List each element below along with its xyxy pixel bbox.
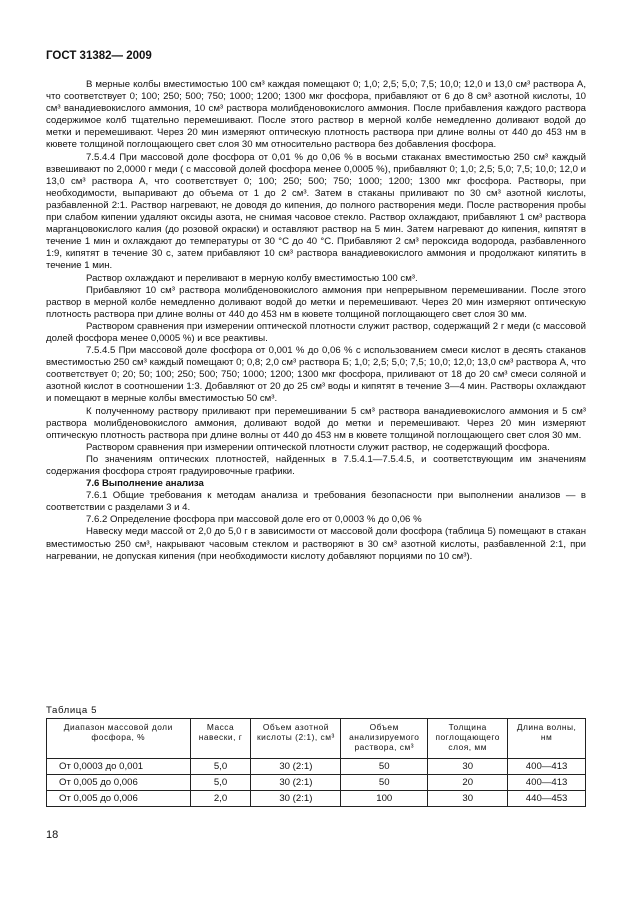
paragraph: Раствор охлаждают и переливают в мерную колбу вместимостью 100 см³. bbox=[86, 272, 418, 284]
table-row bbox=[47, 775, 586, 791]
header-wavelength: Длина волны, нм bbox=[508, 719, 586, 759]
header-acid-volume: Объем азотной кислоты (2:1), см³ bbox=[251, 719, 341, 759]
page-number: 18 bbox=[46, 829, 59, 841]
table-cell: 30 (2:1) bbox=[251, 791, 341, 807]
table-cell: 50 bbox=[341, 775, 428, 791]
header-layer-thickness: Толщина поглощающего слоя, мм bbox=[428, 719, 508, 759]
header-solution-volume: Объем анализируемого раствора, см³ bbox=[341, 719, 428, 759]
document-header: ГОСТ 31382— 2009 bbox=[46, 50, 152, 62]
paragraph: В мерные колбы вместимостью 100 см³ каждая помещают 0; 1,0; 2,5; 5,0; 7,5; 10,0; 12,0 и 13,0 см³ раствора А, что соответствует 0; 100; 250; 500; 750; 1000; 1200; 1300 мкг фосфора, прибавляют от 6 до 8 см³ азотной кислоты, 10 см³ ванадиевокислого аммония, 10 см³ раствора молибденовокислого аммония. После прибавления каждого раствора содержимое колб тщательно перемешивают. После этого раствор в мерной колбе немедленно доливают водой до метки и перемешивают. Через 20 мин измеряют оптическую плотность раствора при длине волны от 440 до 453 нм в кювете толщиной поглощающего свет слоя 30 мм относительно раствора без добавления фосфора. bbox=[46, 79, 586, 151]
table-cell: 5,0 bbox=[190, 759, 251, 775]
table-cell: 30 bbox=[428, 791, 508, 807]
paragraph: Прибавляют 10 см³ раствора молибденовокислого аммония при непрерывном перемешивании. После этого раствор в мерной колбе немедленно доливают водой до метки и перемешивают. Через 20 мин измеряют оптическую плотность раствора при длине волны от 440 до 453 нм в кювете толщиной поглощающего свет слоя 30 мм. bbox=[46, 284, 586, 320]
table-cell: От 0,005 до 0,006 bbox=[47, 791, 191, 807]
table-cell: 5,0 bbox=[190, 775, 251, 791]
table-cell: От 0,0003 до 0,001 bbox=[47, 759, 191, 775]
table-caption: Таблица 5 bbox=[46, 705, 98, 716]
section-heading: 7.6 Выполнение анализа bbox=[86, 478, 204, 490]
table-cell: 100 bbox=[341, 791, 428, 807]
table-cell: 400—413 bbox=[508, 775, 586, 791]
paragraph: Раствором сравнения при измерении оптической плотности служит раствор, не содержащий фосфора. bbox=[86, 441, 550, 453]
table-cell: 400—413 bbox=[508, 759, 586, 775]
paragraph: К полученному раствору приливают при перемешивании 5 см³ раствора ванадиевокислого аммония и 5 см³ раствора молибденовокислого аммония, доливают водой до метки и перемешивают. Через 20 мин измеряют оптическую плотность раствора при длине волны от 440 до 453 нм в кювете толщиной поглощающего свет слоя 30 мм. bbox=[46, 405, 586, 441]
paragraph: 7.5.4.4 При массовой доле фосфора от 0,01 % до 0,06 % в восьми стаканах вместимостью 250 см³ каждый взвешивают по 2,0000 г меди ( с массовой долей фосфора менее 0,0005 %), прибавляют 0; 1,0; 2,5; 5,0; 7,5; 10,0; 12,0 и 13,0 см³ раствора А, что соответствует 0; 100; 250; 500; 750; 1000; 1200; 1300 мкг фосфора. Растворы, при необходимости, выпаривают до объема от 1 до 2 см³. Затем в стаканы приливают по 30 см³ азотной кислоты, разбавленной 2:1. Раствор нагревают, не доводя до кипения, до полного растворения меди. После растворения пробы при слабом кипении удаляют оксиды азота, не снимая часовое стекло. Раствор охлаждают, прибавляют 1 см³ раствора марганцовокислого калия (до розовой окраски) и оставляют раствор на 5 мин. Затем нагревают до кипения, кипятят в течение 1 мин и охлаждают до температуры от 30 °С до 40 °С. Прибавляют 2 см³ пероксида водорода, разбавленного 1:9, кипятят в течение 30 с, затем прибавляют 10 см³ раствора ванадиевокислого аммония и продолжают кипятить в течение 1 мин. bbox=[46, 151, 586, 272]
table-header-row bbox=[47, 719, 586, 759]
paragraph: 7.6.2 Определение фосфора при массовой доле его от 0,0003 % до 0,06 % bbox=[86, 514, 422, 526]
paragraph: По значениям оптических плотностей, найденных в 7.5.4.1—7.5.4.5, и соответствующим им значениям содержания фосфора строят градуировочные графики. bbox=[46, 453, 586, 477]
header-range: Диапазон массовой доли фосфора, % bbox=[47, 719, 191, 759]
table-cell: 440—453 bbox=[508, 791, 586, 807]
paragraph: Раствором сравнения при измерении оптической плотности служит раствор, содержащий 2 г меди (с массовой долей фосфора менее 0,0005 %) и все реактивы. bbox=[46, 320, 586, 344]
table-cell: 30 bbox=[428, 759, 508, 775]
table-row bbox=[47, 791, 586, 807]
table-5 bbox=[46, 718, 586, 807]
paragraph: Навеску меди массой от 2,0 до 5,0 г в зависимости от массовой доли фосфора (таблица 5) помещают в стакан вместимостью 250 см³, накрывают часовым стеклом и растворяют в 30 см³ азотной кислоты, разбавленной 2:1, при нагревании, не допуская кипения (при необходимости кислоту добавляют порциями по 10 см³). bbox=[46, 526, 586, 562]
table-cell: 2,0 bbox=[190, 791, 251, 807]
paragraph: 7.5.4.5 При массовой доле фосфора от 0,001 % до 0,06 % с использованием смеси кислот в десять стаканов вместимостью 250 см³ каждый помещают 0; 0,8; 2,0 см³ раствора Б; 1,0; 2,5; 5,0; 7,5; 10,0; 12,0; 13,0 см³ раствора А, что соответствует 0; 20; 50; 100; 250; 500; 750; 1000; 1200; 1300 мкг фосфора, приливают от 18 до 20 см³ смеси соляной и азотной кислот в соотношении 1:3. Добавляют от 20 до 25 см³ воды и кипятят в течение 3—4 мин. Растворы охлаждают и помещают в мерные колбы вместимостью 50 см³. bbox=[46, 345, 586, 405]
table-cell: От 0,005 до 0,006 bbox=[47, 775, 191, 791]
table-cell: 30 (2:1) bbox=[251, 775, 341, 791]
paragraph: 7.6.1 Общие требования к методам анализа и требования безопасности при выполнении анализов — в соответствии с разделами 3 и 4. bbox=[46, 490, 586, 514]
table-cell: 30 (2:1) bbox=[251, 759, 341, 775]
table-cell: 20 bbox=[428, 775, 508, 791]
table-cell: 50 bbox=[341, 759, 428, 775]
table-row bbox=[47, 759, 586, 775]
header-mass: Масса навески, г bbox=[190, 719, 251, 759]
body-text bbox=[46, 79, 586, 563]
